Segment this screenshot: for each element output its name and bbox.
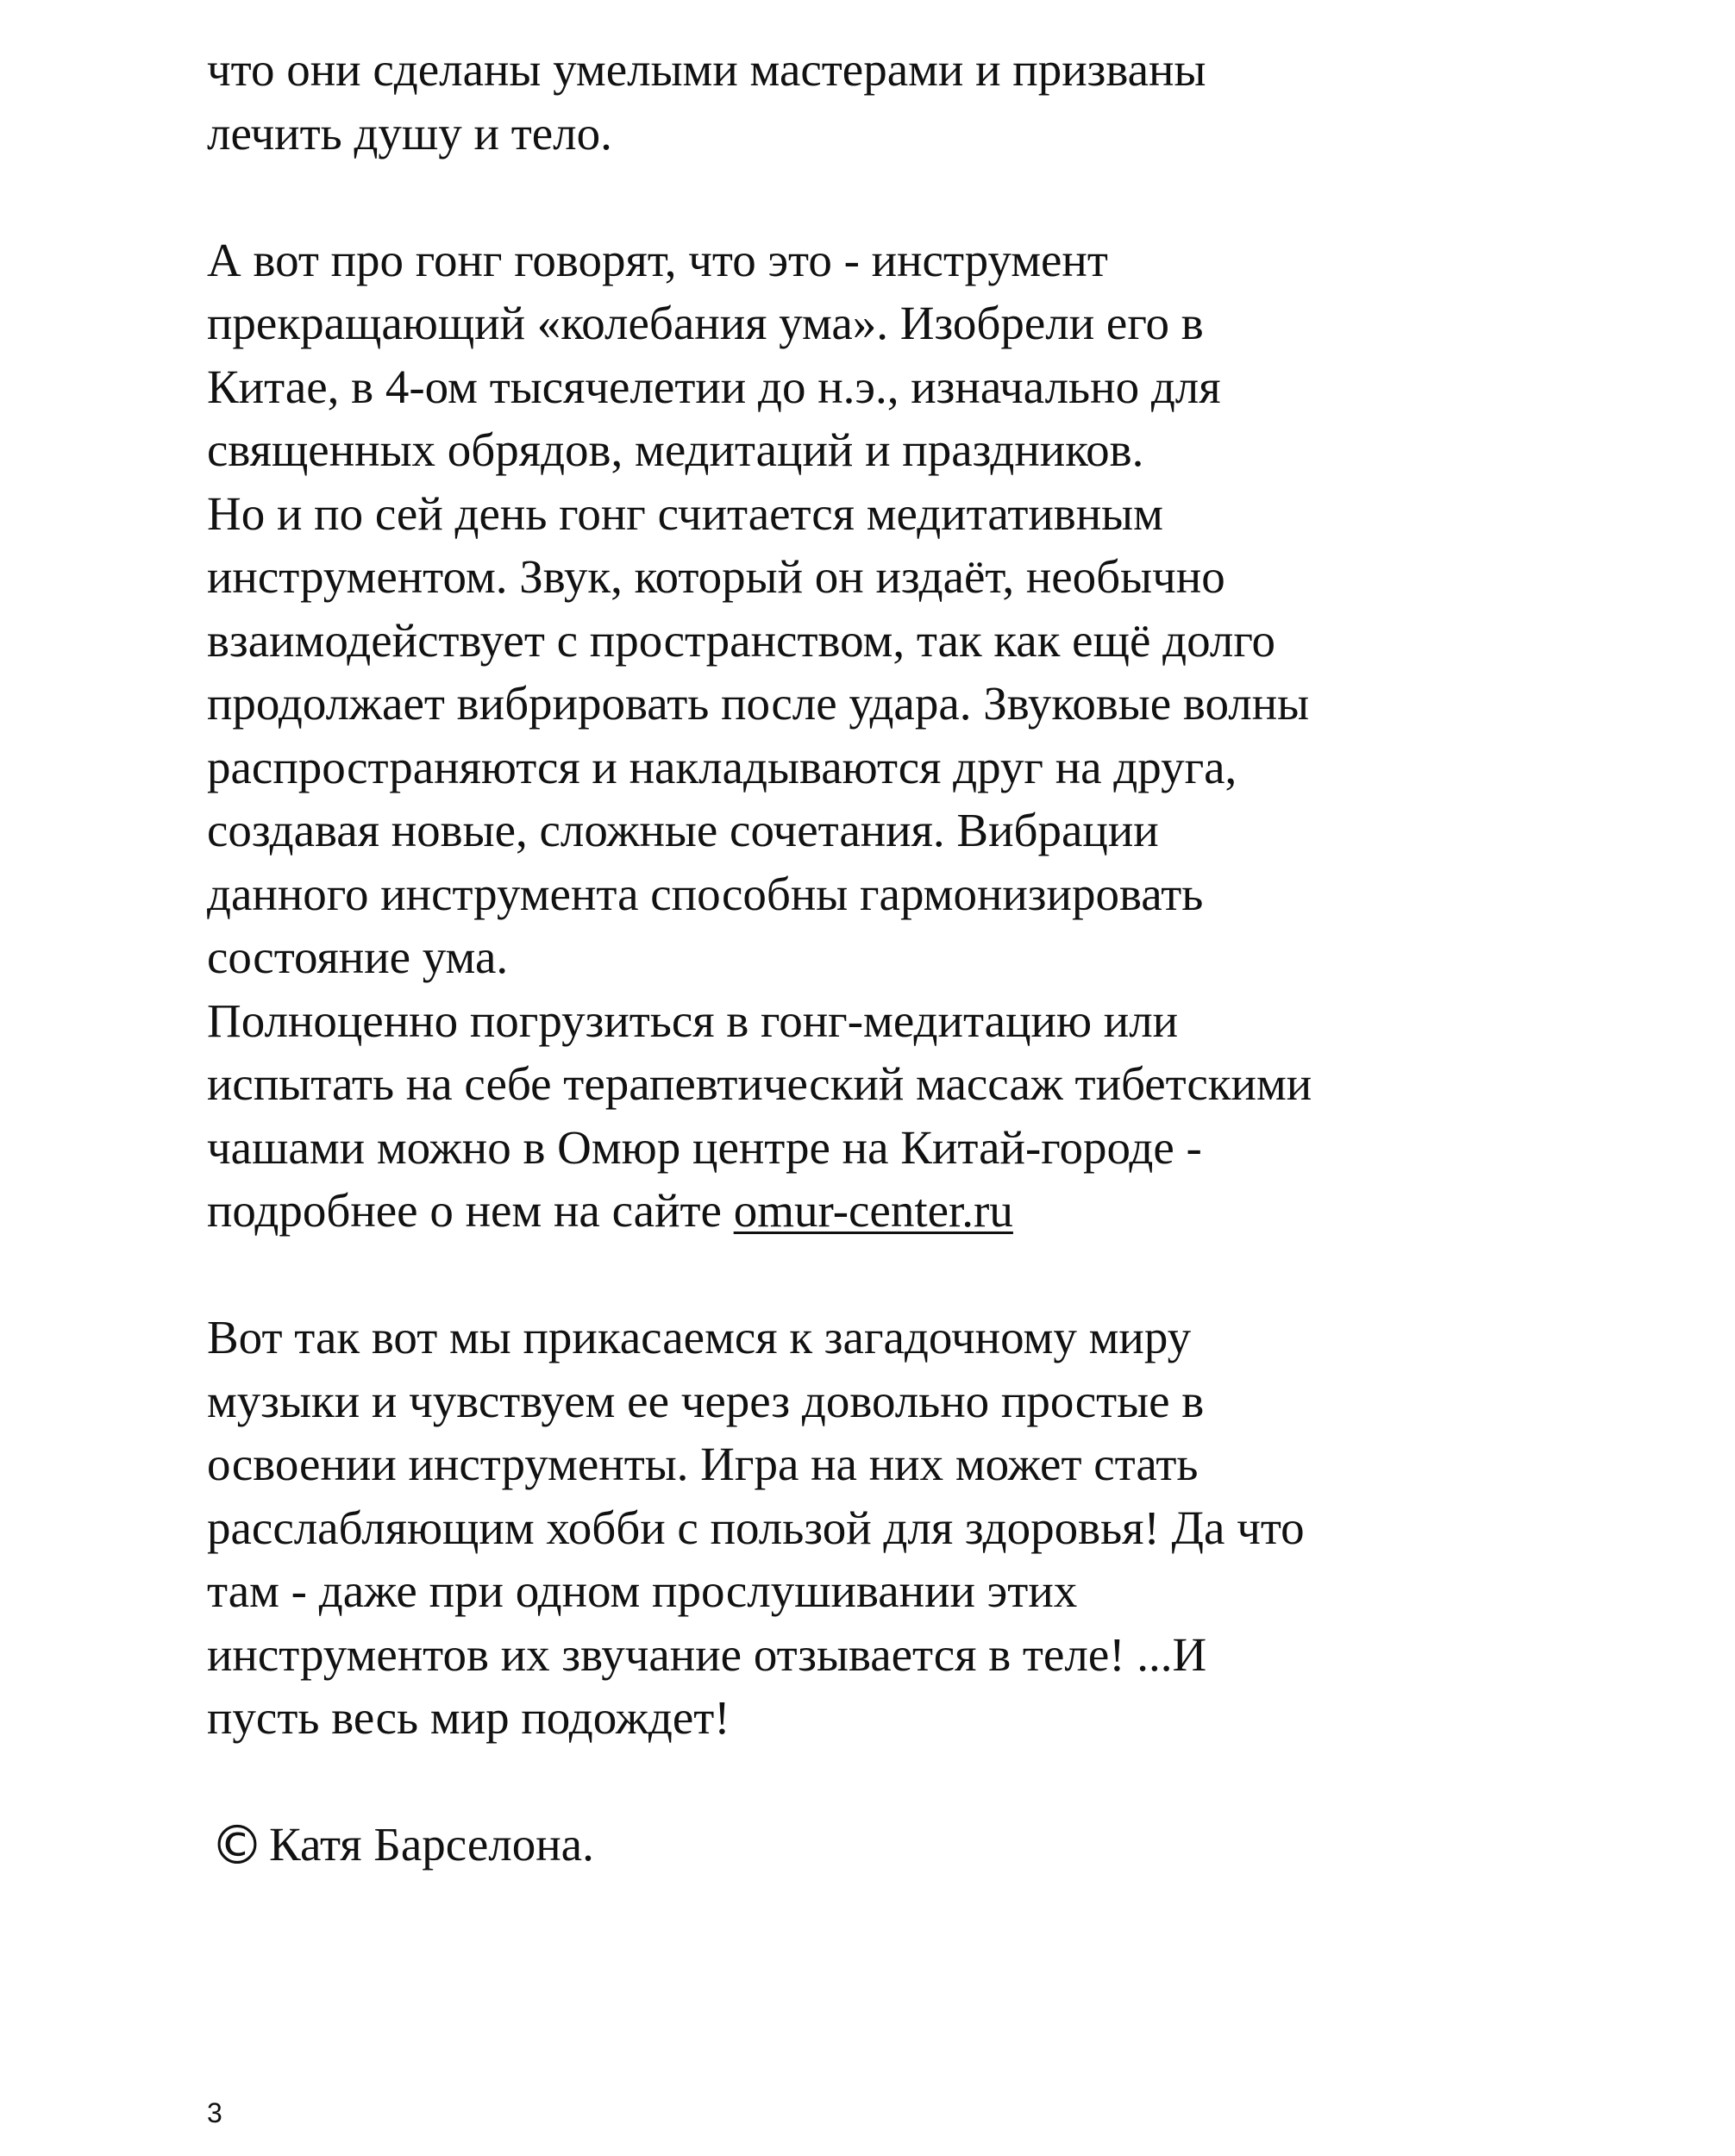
text-line: Китае, в 4-ом тысячелетии до н.э., изначально для [207, 360, 1221, 413]
paragraph-spacer [207, 1750, 1552, 1814]
page-number: 3 [207, 2097, 222, 2128]
text-line: Полноценно погрузиться в гонг-медитацию или [207, 993, 1179, 1047]
copyright-icon: © [210, 1814, 264, 1877]
omur-center-link[interactable]: omur-center.ru [733, 1184, 1013, 1237]
text-line: музыки и чувствуем ее через довольно простые в [207, 1374, 1205, 1427]
paragraph-spacer [207, 1243, 1552, 1307]
text-line: что они сделаны умелыми мастерами и призваны [207, 43, 1206, 96]
text-line: состояние ума. [207, 931, 509, 983]
text-line: А вот про гонг говорят, что это - инструмент [207, 233, 1108, 286]
text-line: лечить душу и тело. [207, 106, 612, 160]
text-line: Вот так вот мы прикасаемся к загадочному миру [207, 1311, 1192, 1363]
paragraph-3 [207, 1306, 1552, 1750]
paragraph-spacer [207, 165, 1552, 229]
text-line: там - даже при одном прослушивании этих [207, 1564, 1078, 1617]
text-line: продолжает вибрировать после удара. Звуковые волны [207, 677, 1310, 730]
text-line: расслабляющим хобби с пользой для здоровья! Да что [207, 1501, 1305, 1554]
text-line: испытать на себе терапевтический массаж тибетскими [207, 1057, 1312, 1110]
article-text [207, 38, 1552, 1877]
text-line: инструментом. Звук, который он издаёт, необычно [207, 550, 1225, 603]
author-name: Катя Барселона. [269, 1818, 594, 1871]
signature [207, 1813, 1552, 1877]
text-line-with-link [207, 1179, 1552, 1243]
text-line: взаимодействует с пространством, так как ещё долго [207, 613, 1276, 667]
text-line: прекращающий «колебания ума». Изобрели его в [207, 297, 1204, 349]
text-line: освоении инструменты. Игра на них может стать [207, 1438, 1199, 1490]
paragraph-2 [207, 229, 1552, 1243]
text-line: Но и по сей день гонг считается медитативным [207, 486, 1163, 540]
text-line: чашами можно в Омюр центре на Китай-городе - [207, 1120, 1202, 1174]
paragraph-1 [207, 38, 1552, 165]
text-line: данного инструмента способны гармонизировать [207, 867, 1204, 920]
text-line: инструментов их звучание отзывается в теле! ...И [207, 1627, 1207, 1681]
text-line: священных обрядов, медитаций и праздников. [207, 423, 1144, 476]
text-line: распространяются и накладываются друг на друга, [207, 740, 1237, 793]
text-line: пусть весь мир подождет! [207, 1691, 730, 1744]
text-line: создавая новые, сложные сочетания. Вибрации [207, 804, 1159, 856]
link-prefix: подробнее о нем на сайте [207, 1184, 734, 1237]
